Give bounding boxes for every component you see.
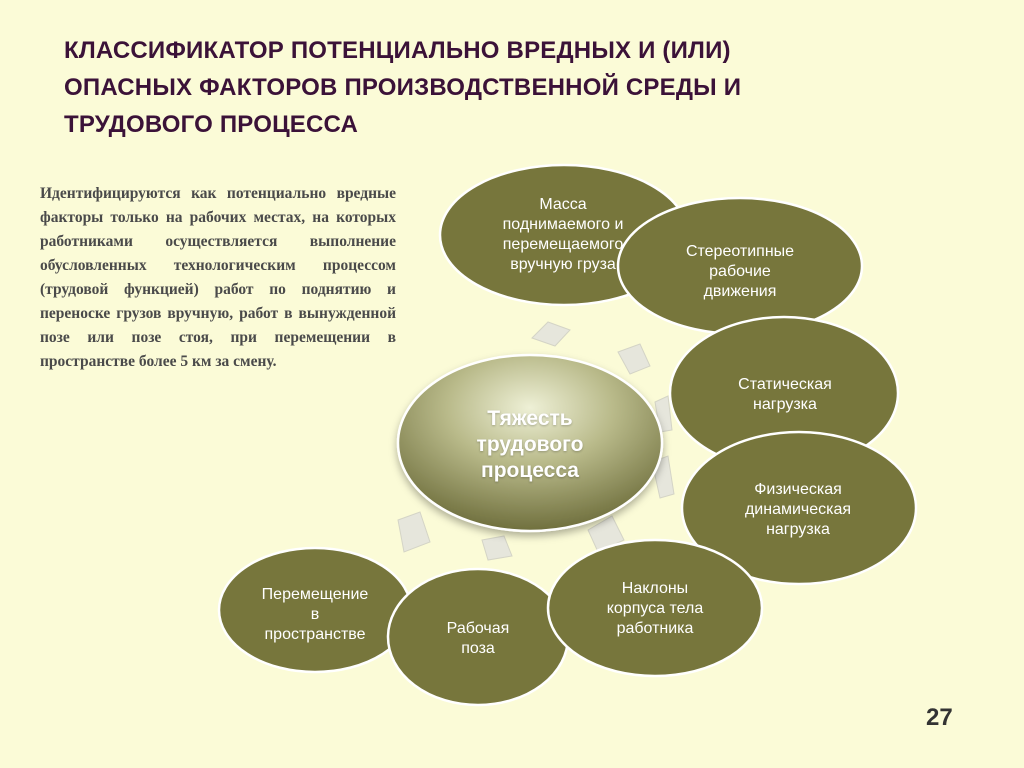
node-movement-line-3: пространстве — [264, 626, 366, 643]
center-node — [420, 390, 640, 500]
node-stereo — [640, 236, 840, 308]
node-mass-line-1: Масса — [539, 196, 587, 213]
description-text: Идентифицируются как потенциально вредные факторы только на рабочих местах, на которых работниками осуществляется выполнение обусловленных технологическим процессом (трудовой функцией) работ по поднятию и переноске грузов вручную, работ в вынужденной позе или позе стоя, при перемещении в пространстве более 5 км за смену. — [40, 185, 396, 370]
arrow-7 — [398, 512, 430, 552]
node-dynamic-line-2: динамическая — [744, 501, 852, 518]
node-movement-line-2: в — [310, 606, 320, 623]
node-pose — [408, 616, 548, 662]
node-mass-line-3: перемещаемого — [502, 236, 624, 253]
title-line-3: ТРУДОВОГО ПРОЦЕССА — [64, 111, 359, 138]
node-pose-line-2: поза — [461, 640, 495, 657]
node-bends — [560, 576, 750, 642]
arrow-1 — [532, 322, 570, 346]
node-bends-line-1: Наклоны — [621, 580, 689, 597]
node-stereo-line-1: Стереотипные — [685, 243, 795, 260]
node-bends-line-3: работника — [616, 620, 694, 637]
node-static — [690, 370, 880, 420]
page-number: 27 — [926, 704, 953, 731]
node-stereo-line-3: движения — [703, 283, 777, 300]
title-line-1: КЛАССИФИКАТОР ПОТЕНЦИАЛЬНО ВРЕДНЫХ И (ИЛИ) — [64, 37, 731, 64]
node-movement-line-1: Перемещение — [261, 586, 369, 603]
node-dynamic-line-1: Физическая — [754, 481, 842, 498]
node-dynamic — [698, 478, 898, 542]
node-dynamic-line-3: нагрузка — [766, 521, 830, 538]
node-movement — [232, 582, 398, 648]
node-pose-line-1: Рабочая — [446, 620, 510, 637]
node-static-line-1: Статическая — [738, 376, 832, 393]
center-line-1: Тяжесть — [487, 407, 573, 430]
node-mass — [470, 192, 656, 278]
arrow-2 — [618, 344, 650, 374]
node-stereo-line-2: рабочие — [709, 263, 771, 280]
arrow-6 — [482, 536, 512, 560]
center-line-2: трудового — [476, 433, 584, 456]
center-line-3: процесса — [481, 459, 579, 482]
node-static-line-2: нагрузка — [753, 396, 817, 413]
node-mass-line-2: поднимаемого и — [502, 216, 624, 233]
title-line-2: ОПАСНЫХ ФАКТОРОВ ПРОИЗВОДСТВЕННОЙ СРЕДЫ И — [64, 74, 742, 101]
node-mass-line-4: вручную груза — [510, 256, 616, 273]
node-bends-line-2: корпуса тела — [606, 600, 704, 617]
